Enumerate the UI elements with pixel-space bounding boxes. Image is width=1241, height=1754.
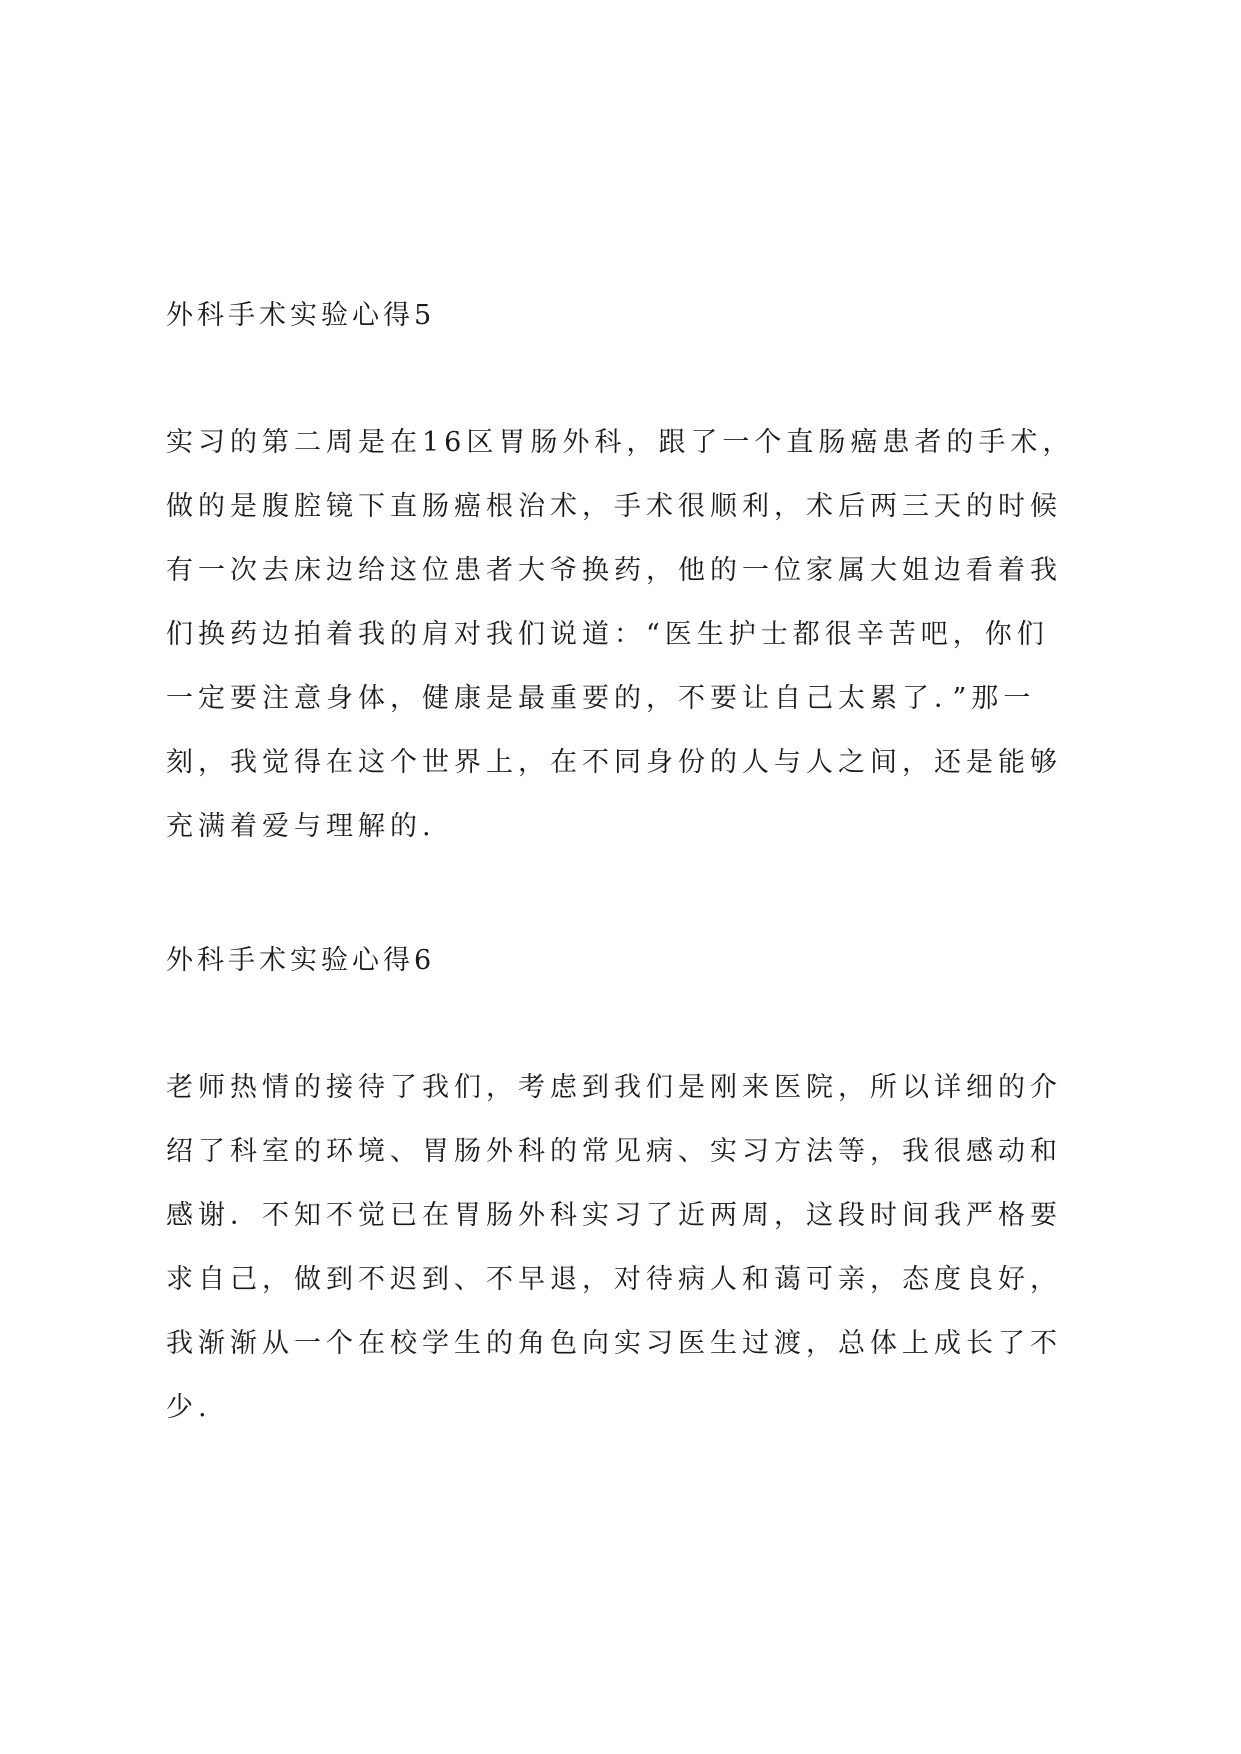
section-5-title: 外科手术实验心得5 — [166, 300, 436, 331]
paragraph-line: 老师热情的接待了我们，考虑到我们是刚来医院，所以详细的介 — [166, 1072, 1062, 1103]
paragraph-line: 我渐渐从一个在校学生的角色向实习医生过渡，总体上成长了不 — [166, 1328, 1062, 1359]
paragraph-line: 一定要注意身体，健康是最重要的，不要让自己太累了．”那一 — [166, 683, 1036, 714]
paragraph-line: 绍了科室的环境、胃肠外科的常见病、实习方法等，我很感动和 — [166, 1136, 1062, 1167]
paragraph-line: 刻，我觉得在这个世界上，在不同身份的人与人之间，还是能够 — [166, 747, 1062, 778]
section-6-title: 外科手术实验心得6 — [166, 945, 436, 976]
paragraph-line: 充满着爱与理解的. — [166, 811, 436, 842]
paragraph-line: 感谢．不知不觉已在胃肠外科实习了近两周，这段时间我严格要 — [166, 1200, 1062, 1231]
paragraph-line: 们换药边拍着我的肩对我们说道：“医生护士都很辛苦吧，你们 — [166, 619, 1049, 650]
paragraph-line: 做的是腹腔镜下直肠癌根治术，手术很顺利，术后两三天的时候 — [166, 491, 1062, 522]
section-6-paragraph — [166, 1056, 1086, 1440]
paragraph-line: 少. — [166, 1392, 212, 1423]
paragraph-line: 实习的第二周是在16区胃肠外科，跟了一个直肠癌患者的手术， — [166, 427, 1075, 458]
paragraph-line: 求自己，做到不迟到、不早退，对待病人和蔼可亲，态度良好， — [166, 1264, 1062, 1295]
section-5-paragraph — [166, 411, 1086, 859]
paragraph-line: 有一次去床边给这位患者大爷换药，他的一位家属大姐边看着我 — [166, 555, 1062, 586]
